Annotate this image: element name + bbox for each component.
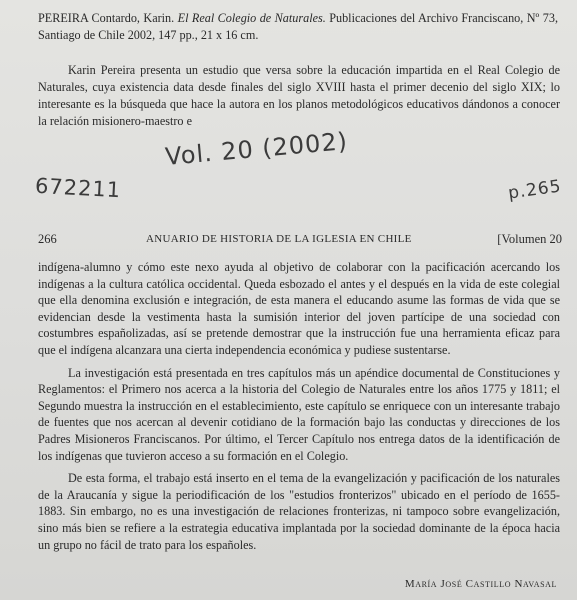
handwritten-volume-note: Vol. 20 (2002) [164, 127, 350, 171]
reviewer-signature: María José Castillo Navasal [404, 578, 557, 590]
body-paragraph-2: La investigación está presentada en tres capítulos más un apéndice documental de Constituciones y Reglamentos: el Primero nos acerca a la historia del Colegio de Naturales entre los años 1775 y 1811; el Segundo muestra la instrucción en el establecimiento, este capítulo se enriquece con un interesante trabajo de fuentes que nos acercan al devenir cotidiano de la formación bajo las conductas y direcciones de los Padres Misioneros Franciscanos. Por último, el Tercer Capítulo nos entrega datos de la identificación de los indígenas que tuvieron acceso a su formación en el Colegio. [38, 365, 560, 463]
citation-details: Publicaciones del Archivo Franciscano, Nº 73, Santiago de Chile 2002, 147 pp., 21 x 16 cm. [38, 11, 558, 42]
body-paragraph-3: De esta forma, el trabajo está inserto en el tema de la evangelización y pacificación de los naturales de la Araucanía y sigue la periodificación de los "estudios fronterizos" ubicado en el período de 1655-1883. Sin embargo, no es una investigación de relaciones fronterizas, ni tampoco sobre evangelización, sino más bien se refiere a la estrategia educativa implantada por la sociedad dominante de la época hacia un grupo no fácil de trato para los españoles. [38, 471, 560, 552]
citation-author: PEREIRA Contardo, Karin. [38, 11, 175, 25]
review-body [38, 259, 560, 559]
journal-title: ANUARIO DE HISTORIA DE LA IGLESIA EN CHILE [146, 233, 412, 245]
bibliographic-citation [38, 10, 558, 44]
page-number: 266 [38, 232, 57, 246]
running-head [38, 232, 560, 250]
handwritten-catalog-number: 672211 [34, 173, 122, 203]
handwritten-page-note: p.265 [506, 176, 563, 204]
volume-label: [Volumen 20 [497, 232, 562, 246]
body-paragraph-1: indígena-alumno y cómo este nexo ayuda al objetivo de colaborar con la pacificación acercando los indígenas a la cultura católica occidental. Queda esbozado el antes y el después en la vida de este colegial que ella denomina exclusión e integración, de esta manera el educando asume las formas de vida que se evidencian desde la vestimenta hasta la sumisión interior del joven partícipe de una sociedad con costumbres españolizadas, así se pretende demostrar que la instrucción fue una herramienta eficaz para que el indígena alcanzara una cierta independencia económica y pudiese sustentarse. [38, 260, 560, 357]
intro-paragraph: Karin Pereira presenta un estudio que versa sobre la educación impartida en el Real Colegio de Naturales, cuya existencia data desde finales del siglo XVIII hasta el primer decenio del siglo XIX; lo interesante es la búsqueda que hace la autora en los planos metodológicos educativos dándonos a conocer la relación misionero-maestro e [38, 63, 560, 128]
citation-title: El Real Colegio de Naturales. [177, 11, 326, 25]
